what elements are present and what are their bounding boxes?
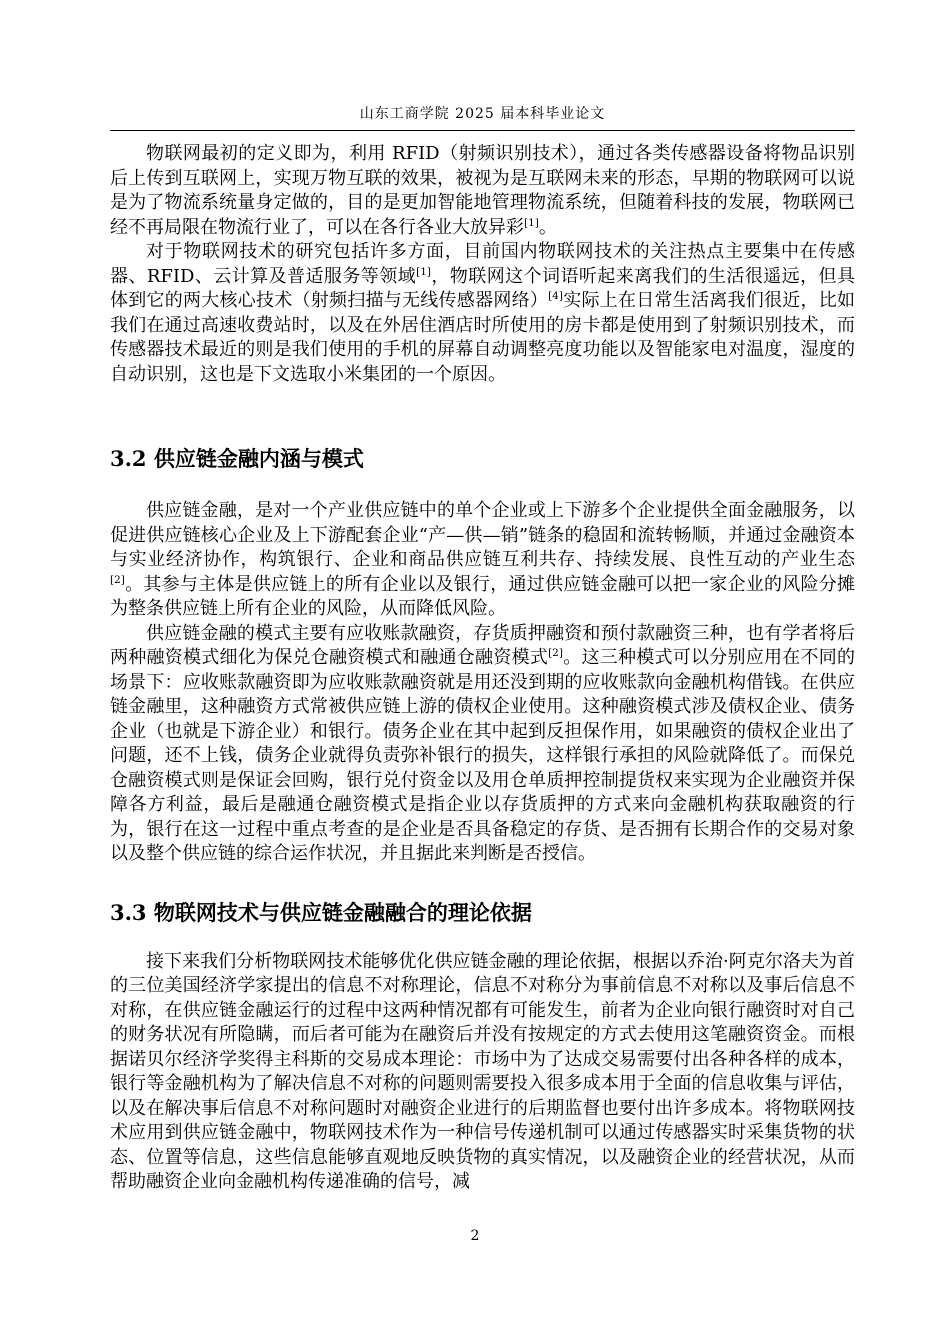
running-header <box>110 103 855 131</box>
page-footer <box>0 1228 950 1244</box>
paragraph-iot-definition <box>110 142 855 240</box>
document-content <box>110 142 855 1195</box>
page-number: 2 <box>470 1228 480 1244</box>
paragraph-theory-basis <box>110 950 855 1195</box>
text-segment: 。这三种模式可以分别应用在不同的场景下：应收账款融资即为应收账款融资就是用还没到期的应收账款向金融机构借钱。在供应链金融里，这种融资方式常被供应链上游的债权企业使用。这种融资模式涉及债权企业、债务企业（也就是下游企业）和银行。债务企业在其中起到反担保作用，如果融资的债权企业出了问题，还不上钱，债务企业就得负责弥补银行的损失，这样银行承担的风险就降低了。而保兑仓融资模式则是保证会回购，银行兑付资金以及用仓单质押控制提货权来实现为企业融资并保障各方利益，最后是融通仓融资模式是指企业以存货质押的方式来向金融机构获取融资的行为，银行在这一过程中重点考查的是企业是否具备稳定的存货、是否拥有长期合作的交易对象以及整个供应链的综合运作状况，并且据此来判断是否授信。 <box>110 647 856 864</box>
header-title: 山东工商学院 2025 届本科毕业论文 <box>359 106 606 122</box>
heading-3-2: 3.2 供应链金融内涵与模式 <box>110 446 364 471</box>
text-segment: ，物联网这个词语听起来离我们的生活很遥远，但具体到它的两大核心技术（射频扫描与无线传感器网络） <box>110 265 855 311</box>
text-segment: 实际上在日常生活离我们很近，比如我们在通过高速收费站时，以及在外居住酒店时所使用的房卡都是使用到了射频识别技术，而传感器技术最近的则是我们使用的手机的屏幕自动调整亮度功能以及智能家电对温度，湿度的自动识别，这也是下文选取小米集团的一个原因。 <box>110 290 856 385</box>
paragraph-scf-modes <box>110 622 855 867</box>
citation-ref: [2] <box>110 573 125 586</box>
paragraph-iot-research <box>110 240 855 387</box>
heading-3-3: 3.3 物联网技术与供应链金融融合的理论依据 <box>110 899 532 925</box>
citation-ref: [1] <box>524 216 539 229</box>
text-segment: 对于物联网技术的研究包括许多方面，目前国内物联网技术的关注热点主要集中在传感器、RFID、云计算及普适服务等领域 <box>110 241 855 287</box>
text-segment: 供应链金融的模式主要有应收账款融资，存货质押融资和预付款融资三种，也有学者将后两种融资模式细化为保兑仓融资模式和融通仓融资模式 <box>110 622 855 668</box>
citation-ref: [1] <box>416 265 431 278</box>
text-segment: 供应链金融，是对一个产业供应链中的单个企业或上下游多个企业提供全面金融服务，以促进供应链核心企业及上下游配套企业“产—供—销”链条的稳固和流转畅顺，并通过金融资本与实业经济协作，构筑银行、企业和商品供应链互利共存、持续发展、良性互动的产业生态 <box>110 500 855 570</box>
text-segment: 。 <box>538 216 557 238</box>
citation-ref: [2] <box>548 647 563 659</box>
text-segment: 接下来我们分析物联网技术能够优化供应链金融的理论依据，根据以乔治·阿克尔洛夫为首的三位美国经济学家提出的信息不对称理论，信息不对称分为事前信息不对称以及事后信息不对称，在供应链金融运行的过程中这两种情况都有可能发生，前者为企业向银行融资时对自己的财务状况有所隐瞒，而后者可能为在融资后并没有按规定的方式去使用这笔融资资金。而根据诺贝尔经济学奖得主科斯的交易成本理论：市场中为了达成交易需要付出各种各样的成本，银行等金融机构为了解决信息不对称的问题则需要投入很多成本用于全面的信息收集与评估，以及在解决事后信息不对称问题时对融资企业进行的后期监督也要付出许多成本。将物联网技术应用到供应链金融中，物联网技术作为一种信号传递机制可以通过传感器实时采集货物的状态、位置等信息，这些信息能够直观地反映货物的真实情况，以及融资企业的经营状况，从而帮助融资企业向金融机构传递准确的信号，减 <box>110 950 855 1192</box>
text-segment: 物联网最初的定义即为，利用 RFID（射频识别技术），通过各类传感器设备将物品识别后上传到互联网上，实现万物互联的效果，被视为是互联网未来的形态，早期的物联网可以说是为了物流系统量身定做的，目的是更加智能地管理物流系统，但随着科技的发展，物联网已经不再局限在物流行业了，可以在各行各业大放异彩 <box>110 143 855 238</box>
citation-ref: [4] <box>548 290 563 302</box>
paragraph-scf-definition <box>110 499 855 622</box>
text-segment: 。其参与主体是供应链上的所有企业以及银行，通过供应链金融可以把一家企业的风险分摊为整条供应链上所有企业的风险，从而降低风险。 <box>110 573 855 619</box>
